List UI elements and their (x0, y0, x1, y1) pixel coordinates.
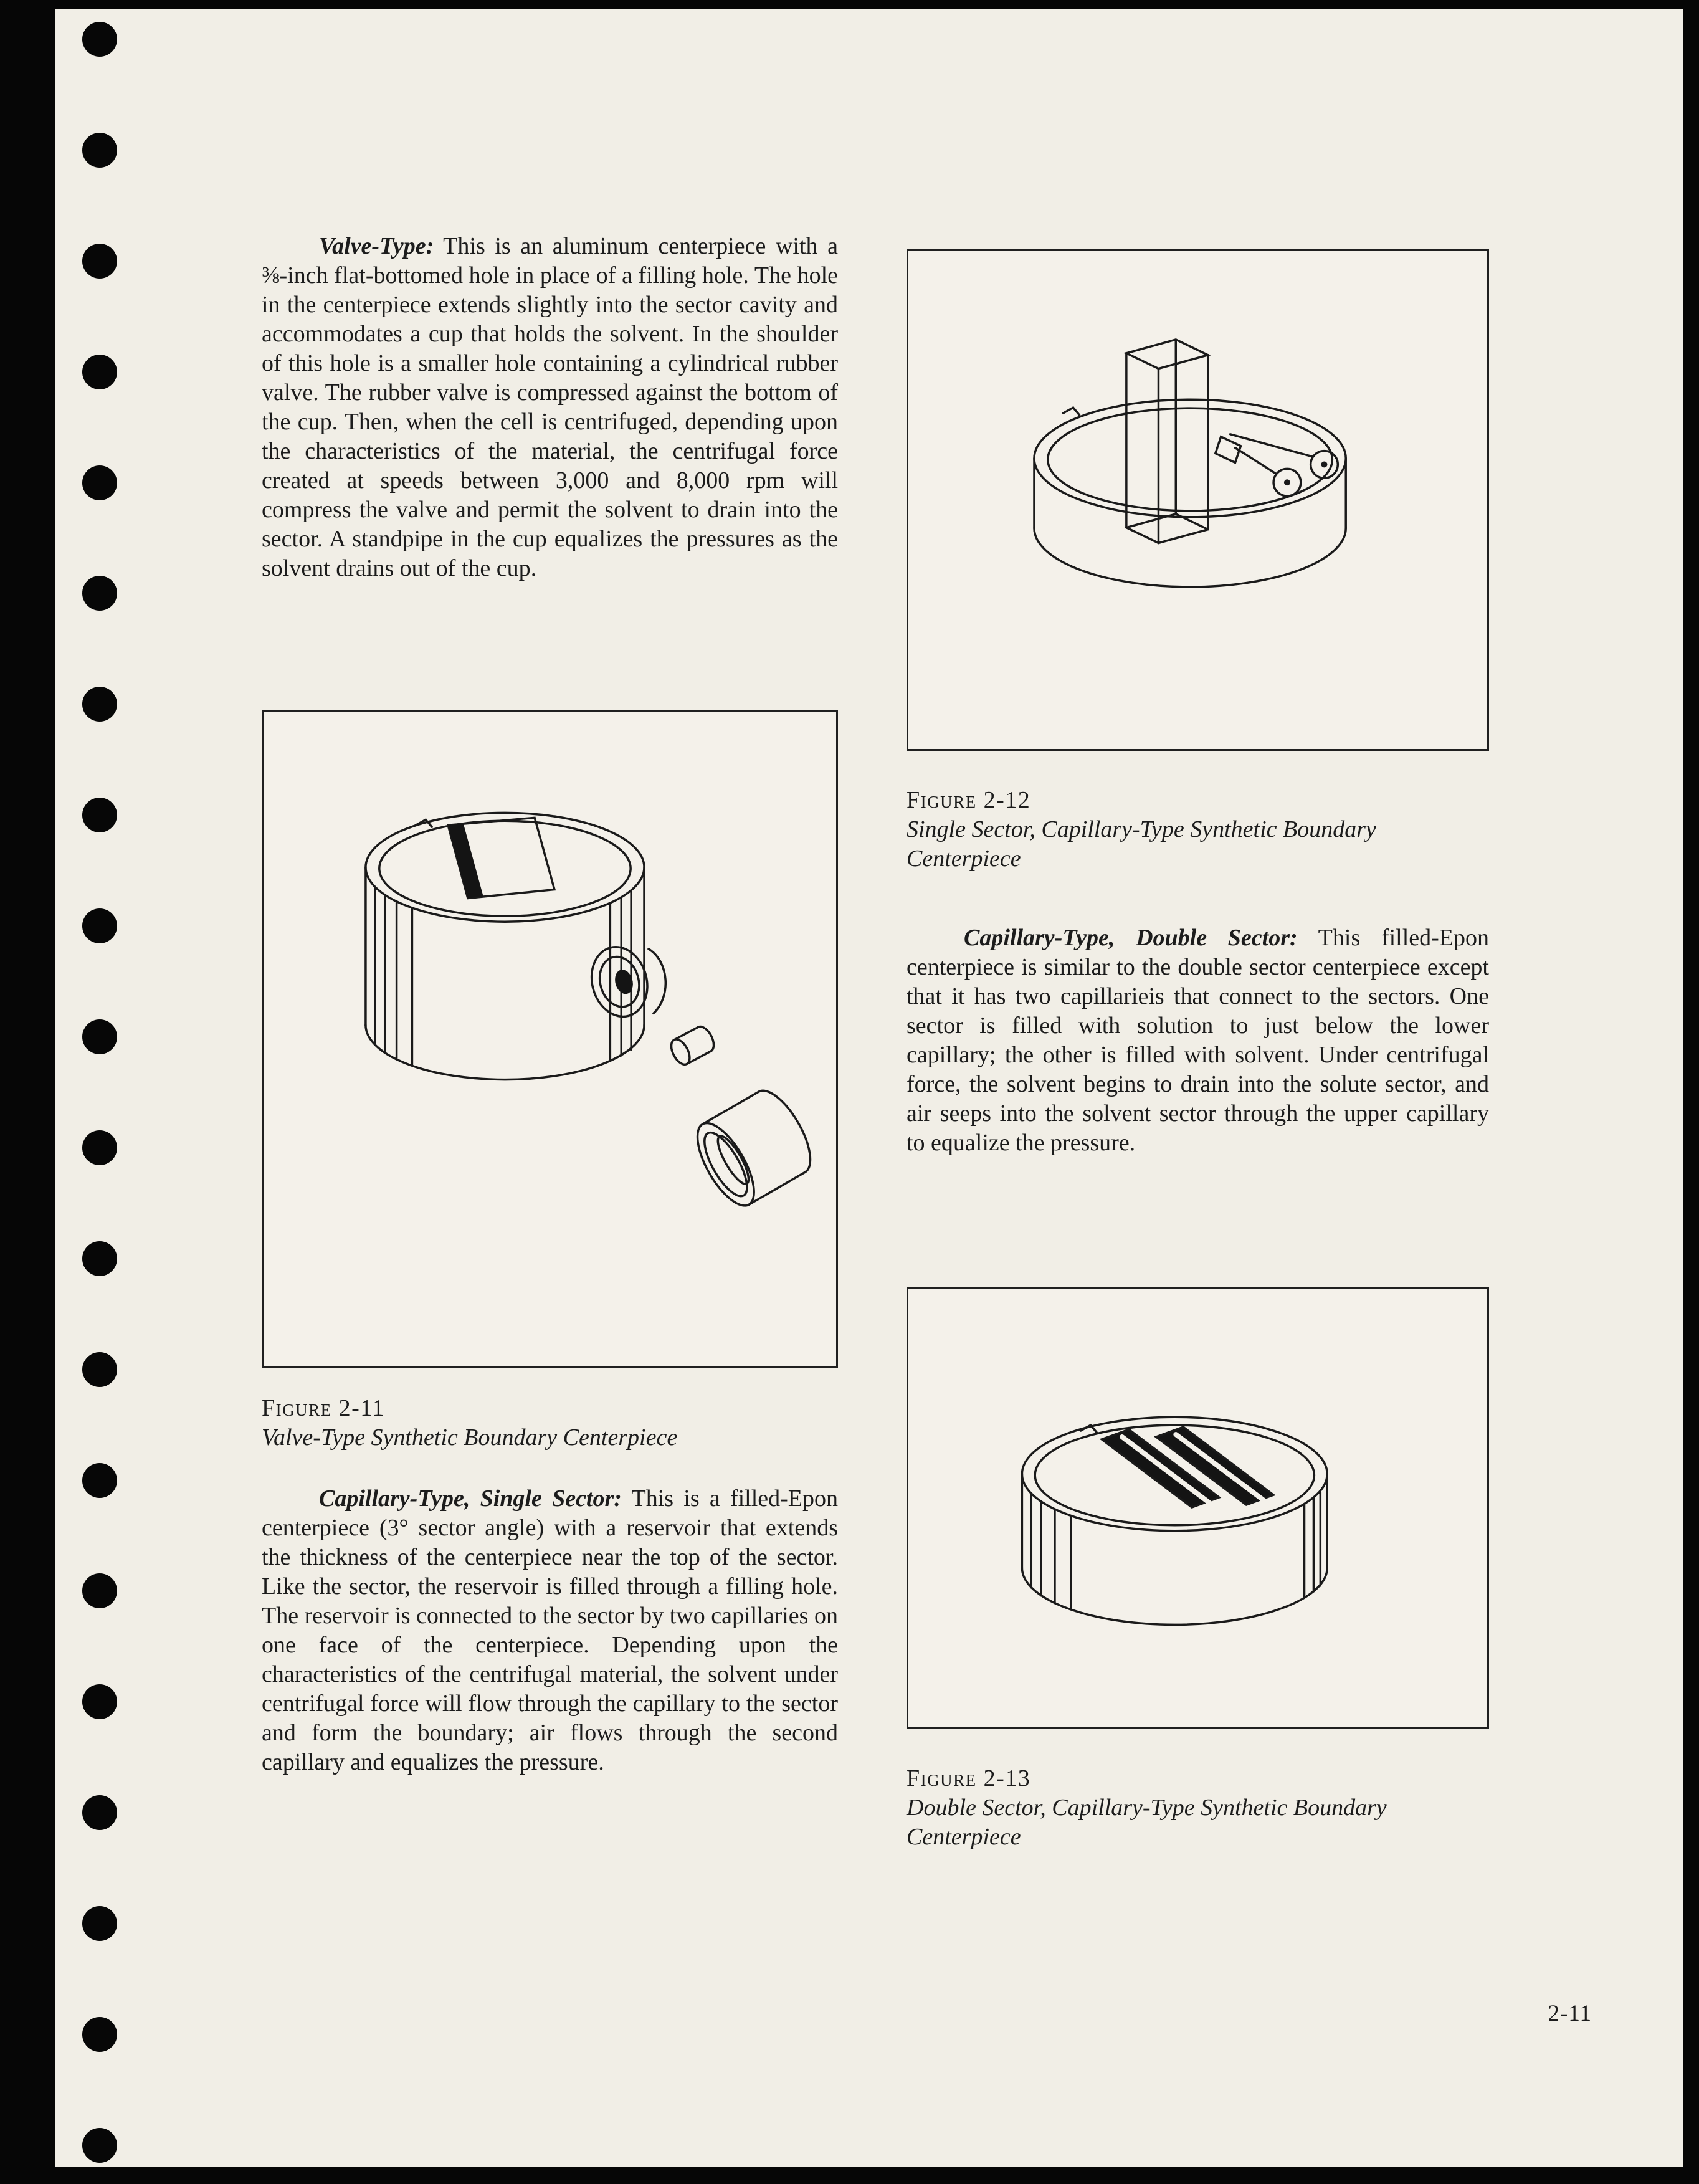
binding-hole (82, 1019, 117, 1054)
figure-2-11-caption (262, 1393, 838, 1452)
figure-2-11-title: Valve-Type Synthetic Boundary Centerpiece (262, 1424, 678, 1451)
figure-2-12-title: Single Sector, Capillary-Type Synthetic Boundary Centerpiece (907, 816, 1376, 872)
binding-hole (82, 1241, 117, 1276)
figure-2-12 (907, 249, 1489, 751)
binding-holes (82, 22, 117, 2163)
binding-hole (82, 1463, 117, 1498)
paragraph-body-capillary-single: This is a filled-Epon centerpiece (3° sector angle) with a reservoir that extends the thickness of the centerpiece near the top of the sector. Like the sector, the reservoir is filled through a filling hole. The reservoir is connected to the sector by two capillaries on one face of the centerpiece. Depending upon the characteristics of the centrifugal material, the solvent under centrifugal force will flow through the capillary to the sector and form the boundary; air flows through the second capillary and equalizes the pressure. (262, 1485, 838, 1775)
figure-2-12-label: Figure 2-12 (907, 787, 1031, 813)
paragraph-capillary-double (907, 923, 1489, 1158)
binding-hole (82, 576, 117, 611)
document-page (55, 9, 1683, 2167)
paragraph-capillary-single (262, 1484, 838, 1777)
valve-type-centerpiece-drawing (264, 712, 836, 1366)
paragraph-valve-type (262, 232, 838, 583)
binding-hole (82, 2128, 117, 2163)
figure-2-13-title: Double Sector, Capillary-Type Synthetic Boundary Centerpiece (907, 1795, 1387, 1850)
binding-hole (82, 1795, 117, 1830)
paragraph-lead-capillary-single: Capillary-Type, Single Sector: (319, 1485, 622, 1512)
double-sector-capillary-centerpiece-drawing (908, 1289, 1487, 1727)
binding-hole (82, 1906, 117, 1941)
binding-hole (82, 1684, 117, 1719)
binding-hole (82, 1573, 117, 1608)
binding-hole (82, 687, 117, 722)
figure-2-13 (907, 1287, 1489, 1729)
binding-hole (82, 355, 117, 389)
single-sector-capillary-centerpiece-drawing (908, 251, 1487, 749)
binding-hole (82, 465, 117, 500)
figure-2-11-label: Figure 2-11 (262, 1395, 385, 1421)
binding-hole (82, 798, 117, 832)
binding-hole (82, 244, 117, 279)
figure-2-12-caption (907, 785, 1489, 874)
paragraph-lead-valve-type: Valve-Type: (319, 233, 434, 259)
paragraph-lead-capillary-double: Capillary-Type, Double Sector: (964, 925, 1298, 951)
page-number: 2-11 (1548, 2001, 1592, 2026)
binding-hole (82, 133, 117, 168)
figure-2-13-label: Figure 2-13 (907, 1765, 1031, 1791)
figure-2-13-caption (907, 1763, 1489, 1852)
binding-hole (82, 1130, 117, 1165)
paragraph-body-capillary-double: This filled-Epon centerpiece is similar to the double sector centerpiece except that it has two capillarieis that connect to the sectors. One sector is filled with solution to just below the lower capillary; the other is filled with solvent. Under centrifugal force, the solvent begins to drain into the solute sector, and air seeps into the solvent sector through the upper capillary to equalize the pressure. (907, 925, 1490, 1156)
paragraph-body-valve-type: This is an aluminum centerpiece with a ⅜-inch flat-bottomed hole in place of a filling hole. The hole in the centerpiece extends slightly into the sector cavity and accommodates a cup that holds the solvent. In the shoulder of this hole is a smaller hole containing a cylindrical rubber valve. The rubber valve is compressed against the bottom of the cup. Then, when the cell is centrifuged, depending upon the characteristics of the material, the centrifugal force created at speeds between 3,000 and 8,000 rpm will compress the valve and permit the solvent to drain into the sector. A standpipe in the cup equalizes the pressures as the solvent drains out of the cup. (262, 233, 838, 581)
binding-hole (82, 1352, 117, 1387)
binding-hole (82, 2017, 117, 2052)
binding-hole (82, 908, 117, 943)
figure-2-11 (262, 710, 838, 1368)
binding-hole (82, 22, 117, 57)
